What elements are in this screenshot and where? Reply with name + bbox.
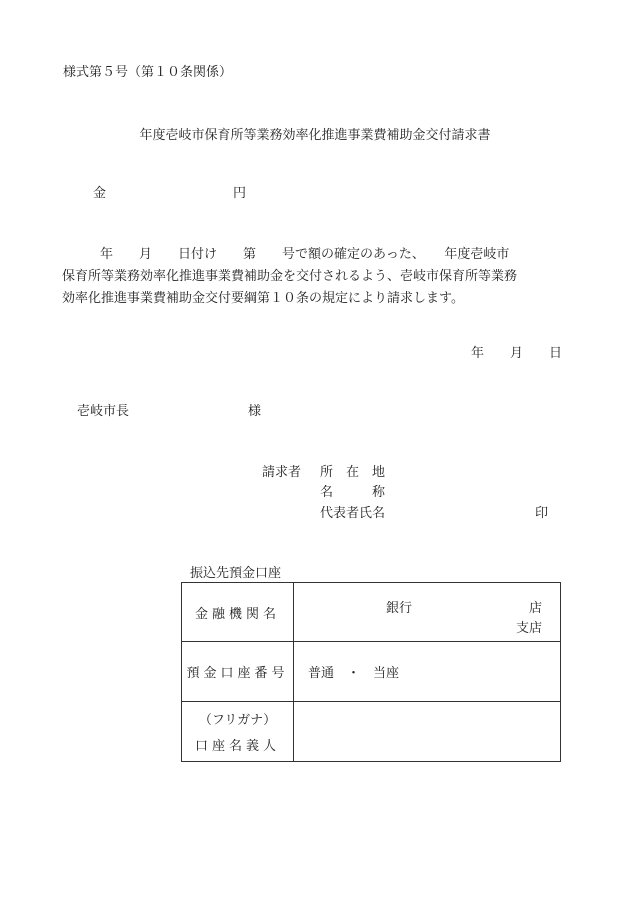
- requester-address-label: 所 在 地: [320, 465, 386, 480]
- institution-label: 金融機関名: [182, 583, 294, 642]
- amount-label: 金: [93, 186, 107, 201]
- statement-line-2: 保育所等業務効率化推進事業費補助金を交付されるよう、壱岐市保育所等業務: [62, 269, 518, 284]
- requester-label: 請求者: [262, 465, 302, 480]
- document-title: 年度壱岐市保育所等業務効率化推進事業費補助金交付請求書: [139, 128, 491, 143]
- institution-cell: [294, 583, 561, 642]
- requester-name-label: 名 称: [320, 485, 386, 500]
- branch-office-suffix: 支店: [515, 621, 542, 636]
- furigana-label: （フリガナ）: [198, 713, 277, 728]
- account-holder-cell: [294, 702, 561, 762]
- account-number-label: 預金口座番号: [182, 642, 294, 702]
- bank-account-heading: 振込先預金口座: [190, 566, 282, 581]
- request-statement: [62, 244, 582, 310]
- bank-suffix: 銀行: [386, 601, 413, 616]
- statement-line-1: 年 月 日付け 第 号で額の確定のあった、 年度壱岐市: [100, 247, 510, 262]
- seal-mark: 印: [535, 506, 549, 521]
- branch-store-suffix: 店: [528, 601, 542, 616]
- account-type-cell: 普通 ・ 当座: [294, 642, 561, 702]
- account-holder-label-cell: [182, 702, 294, 762]
- addressee-name: 壱岐市長: [77, 404, 130, 419]
- statement-line-3: 効率化推進事業費補助金交付要綱第１０条の規定により請求します。: [62, 291, 464, 306]
- account-holder-label: 口座名義人: [194, 739, 280, 754]
- bank-account-table: [181, 582, 561, 762]
- amount-unit: 円: [233, 186, 247, 201]
- form-number: 様式第５号（第１０条関係）: [63, 65, 233, 80]
- addressee-honorific: 様: [248, 404, 262, 419]
- request-date: 年 月 日: [470, 346, 562, 361]
- requester-representative-label: 代表者氏名: [320, 506, 386, 521]
